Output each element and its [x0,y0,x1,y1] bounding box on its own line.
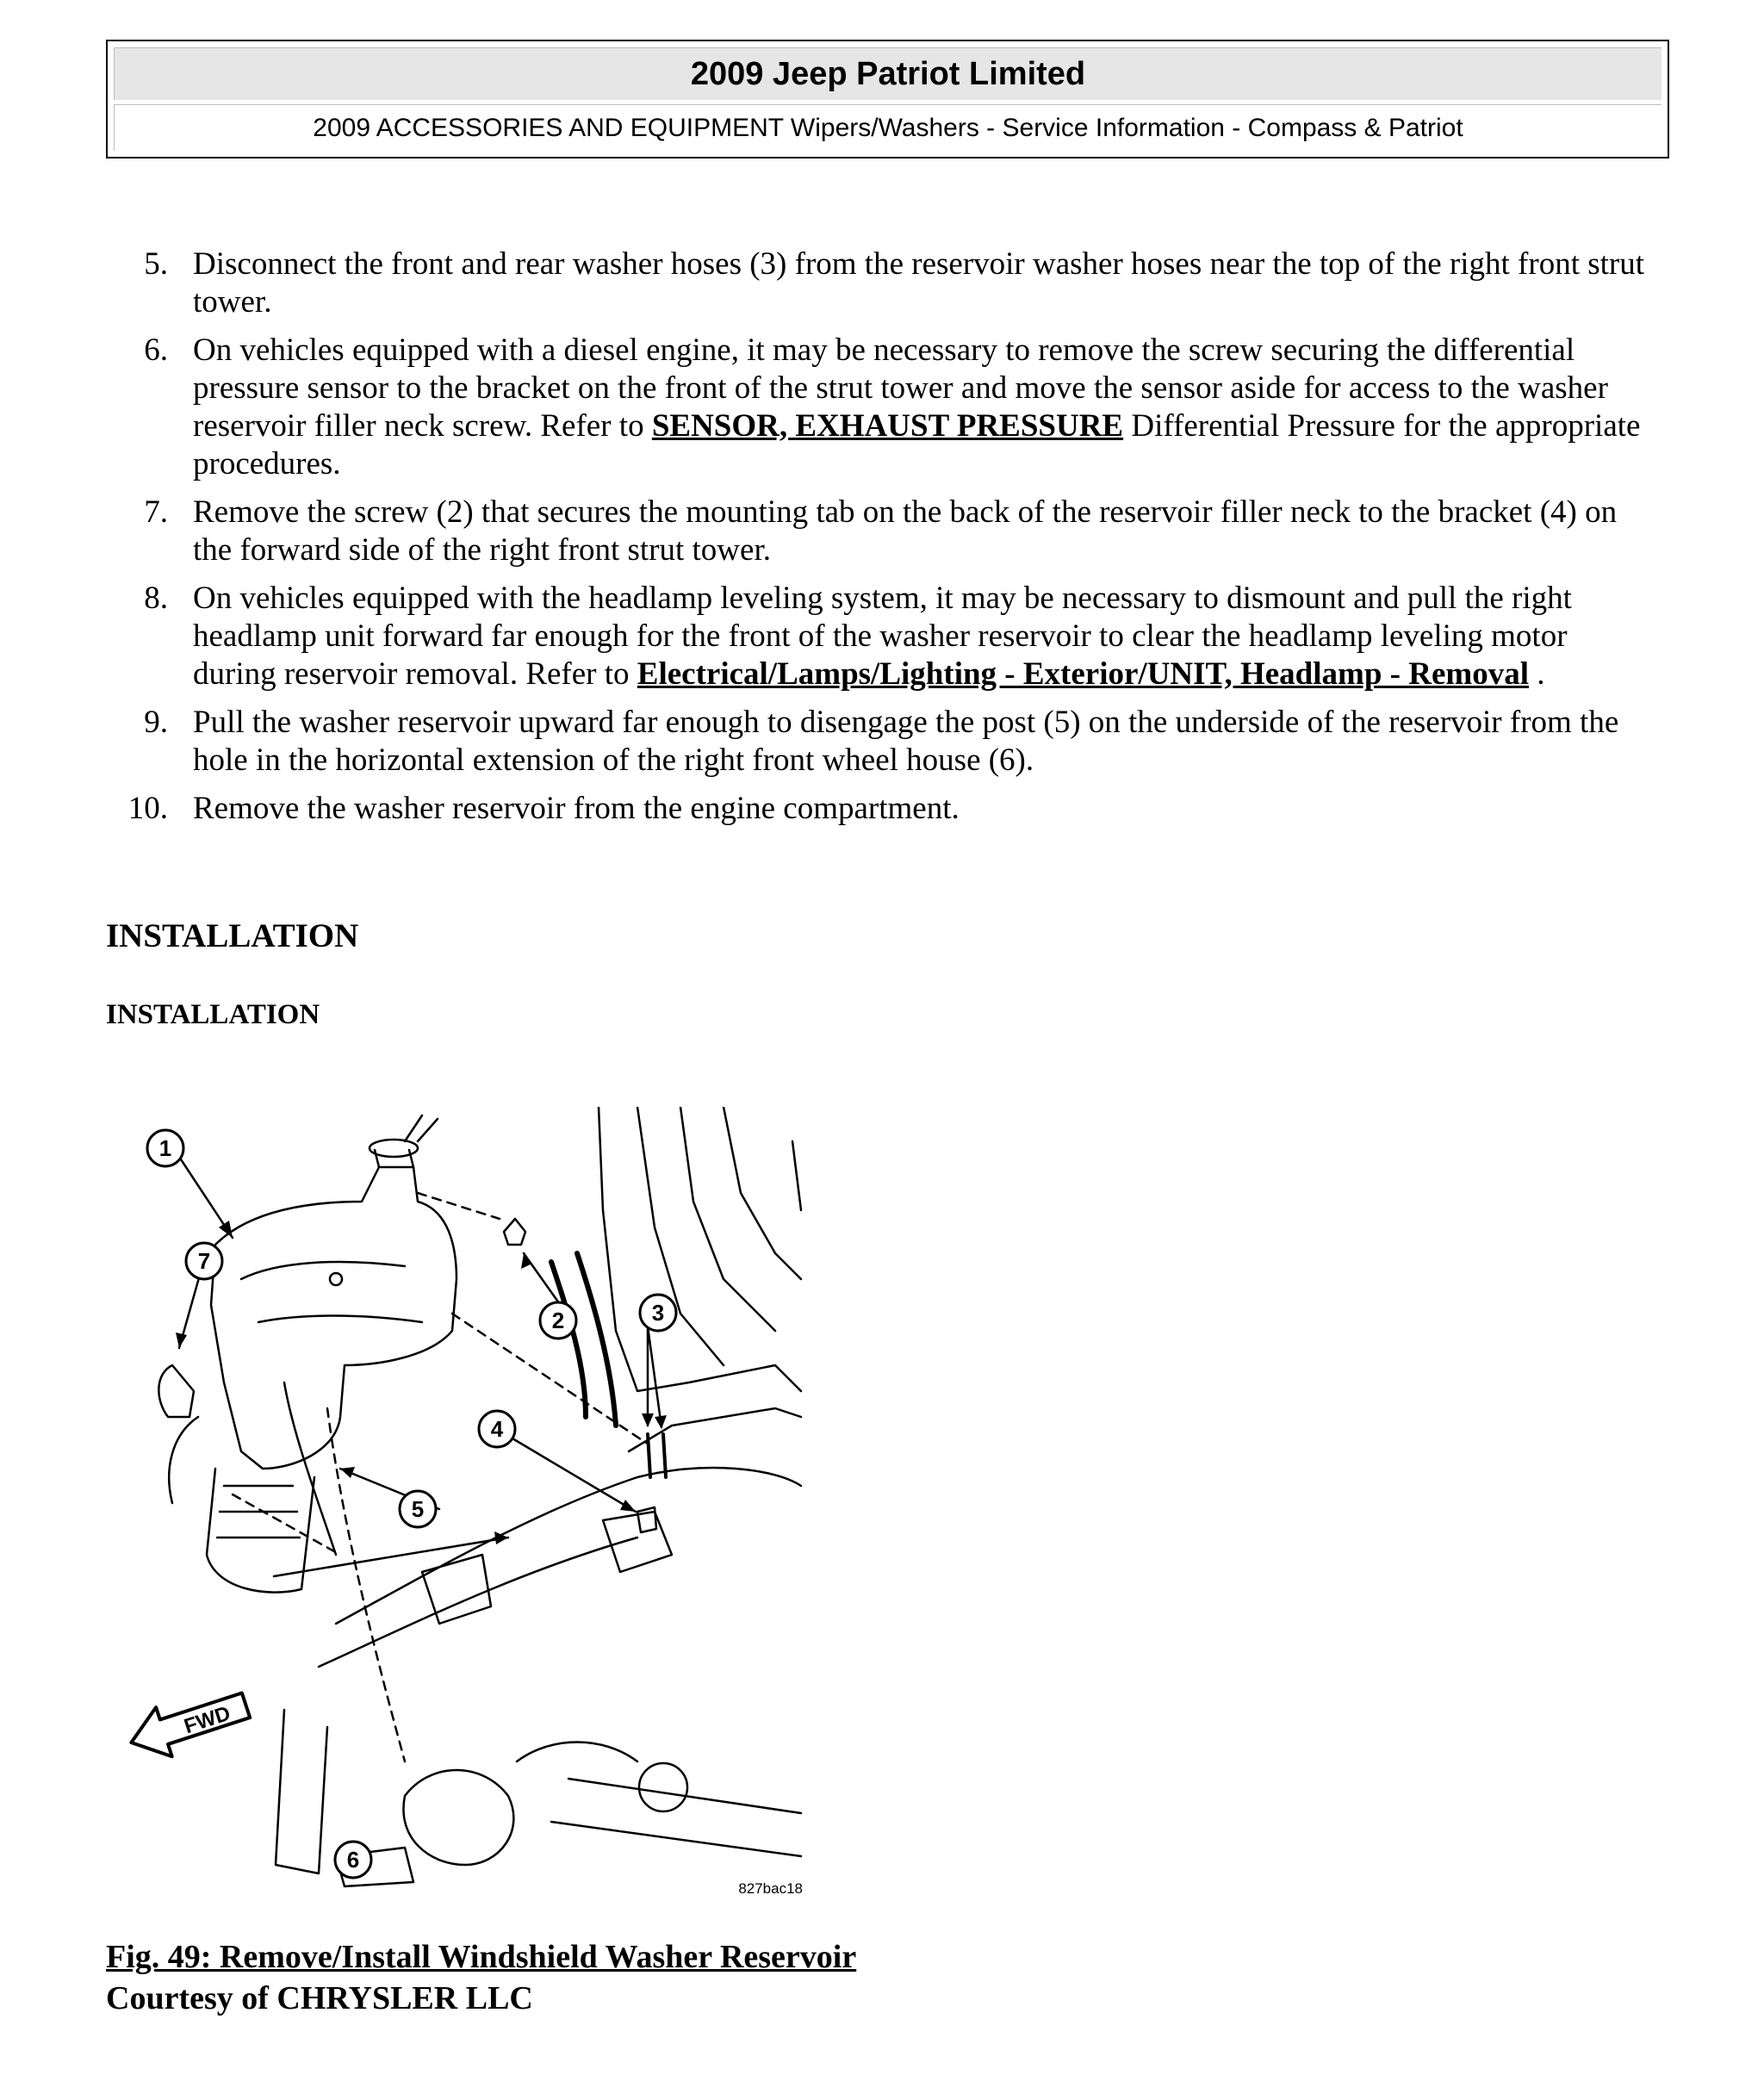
callout-label-4: 4 [490,1416,504,1442]
callout-label-1: 1 [158,1135,172,1161]
leader-3 [648,1326,662,1427]
arrowhead-3 [642,1413,667,1429]
callout-label-2: 2 [551,1308,565,1333]
callout-label-3: 3 [651,1300,665,1326]
reservoir-seam [241,1262,405,1279]
step-5 [106,245,1656,321]
forward-direction-arrow [123,1681,254,1767]
step-text-tail: Differential Pressure for the appropriate procedures. [193,408,1641,481]
section-heading: INSTALLATION [106,917,359,954]
reservoir-line-drawing [121,1107,810,1908]
washer-reservoir-figure [121,1107,810,1908]
ball-joint [639,1763,687,1811]
pump-connector [158,1365,194,1417]
suspension-arm [517,1743,637,1762]
callout-label-5: 5 [411,1496,425,1522]
fwd-label: FWD [181,1701,233,1739]
step-number: 7. [144,494,168,530]
step-text: Disconnect the front and rear washer hoses (3) from the reservoir washer hoses near the top of the right front strut tower. [193,246,1644,320]
arrowhead-5 [340,1467,355,1478]
figure-courtesy: Courtesy of CHRYSLER LLC [106,1980,533,2016]
bay-line [680,1107,775,1331]
step-6 [106,332,1656,483]
screw-alignment-line [418,1193,500,1219]
step-text: Remove the washer reservoir from the engine compartment. [193,791,960,826]
arrowhead-2 [521,1253,532,1269]
strut-tower-outline [599,1107,801,1391]
arrowhead-4 [620,1500,636,1512]
step-text: On vehicles equipped with a diesel engine, it may be necessary to remove the screw securing the differential pressure sensor to the bracket on the front of the strut tower and move the sensor aside for access to the washer reservoir filler neck screw. Refer to [193,332,1608,444]
wheel-house-edge [629,1408,801,1451]
reservoir-boss [330,1273,342,1285]
filler-neck [375,1150,413,1167]
procedure-steps [106,245,1656,838]
step-8 [106,580,1656,693]
callout-label-6: 6 [346,1847,360,1873]
post-to-hole-line [327,1408,405,1761]
step-9 [106,704,1656,780]
reference-link-headlamp-removal[interactable]: Electrical/Lamps/Lighting - Exterior/UNIT, Headlamp - Removal [637,656,1529,692]
wheel-house-arch [336,1468,801,1624]
step-number: 6. [144,332,168,368]
bay-line [724,1107,801,1279]
filler-cap [370,1140,418,1157]
callout-label-7: 7 [197,1248,211,1274]
figure-caption: Fig. 49: Remove/Install Windshield Washer Reservoir [106,1939,857,1975]
reservoir-body [211,1167,457,1469]
pump-housing [207,1469,314,1593]
section-subheading: INSTALLATION [106,999,320,1030]
step-text: Remove the screw (2) that secures the mounting tab on the back of the reservoir filler neck to the bracket (4) on the forward side of the right front strut tower. [193,494,1618,568]
tie-rod [551,1822,801,1856]
bracket [422,1555,491,1624]
pump-wire [169,1417,198,1503]
arrowhead-7 [176,1333,187,1348]
reservoir-seam [258,1316,422,1323]
document-title: 2009 Jeep Patriot Limited [114,47,1662,100]
bracket [603,1512,672,1572]
reference-link-exhaust-pressure-sensor[interactable]: SENSOR, EXHAUST PRESSURE [651,408,1124,444]
document-header [106,40,1669,158]
step-text: Pull the washer reservoir upward far enough to disengage the post (5) on the underside of the reservoir from the hole in the horizontal extension of the right front wheel house (6). [193,705,1619,778]
step-number: 8. [144,581,168,616]
step-number: 5. [144,246,168,282]
bay-line [792,1141,801,1210]
step-number: 9. [144,705,168,740]
washer-hoses-3 [648,1434,666,1477]
step-text-tail: . [1529,656,1545,692]
figure-code: 827bac18 [738,1880,803,1897]
screw-2 [504,1219,525,1245]
step-7 [106,494,1656,569]
document-subtitle: 2009 ACCESSORIES AND EQUIPMENT Wipers/Washers - Service Information - Compass & Patriot [114,104,1662,151]
frame-rail [276,1710,327,1873]
suspension-part [403,1770,513,1865]
step-10 [106,790,1656,828]
vent-tubes [405,1115,438,1141]
step-text: On vehicles equipped with the headlamp leveling system, it may be necessary to dismount and pull the right headlamp unit forward far enough for the front of the washer reservoir to clear the headlamp leveling motor during reservoir removal. Refer to [193,581,1572,692]
post-alignment-line [233,1494,340,1555]
step-number: 10. [127,791,168,826]
pump-ribs [217,1486,300,1538]
